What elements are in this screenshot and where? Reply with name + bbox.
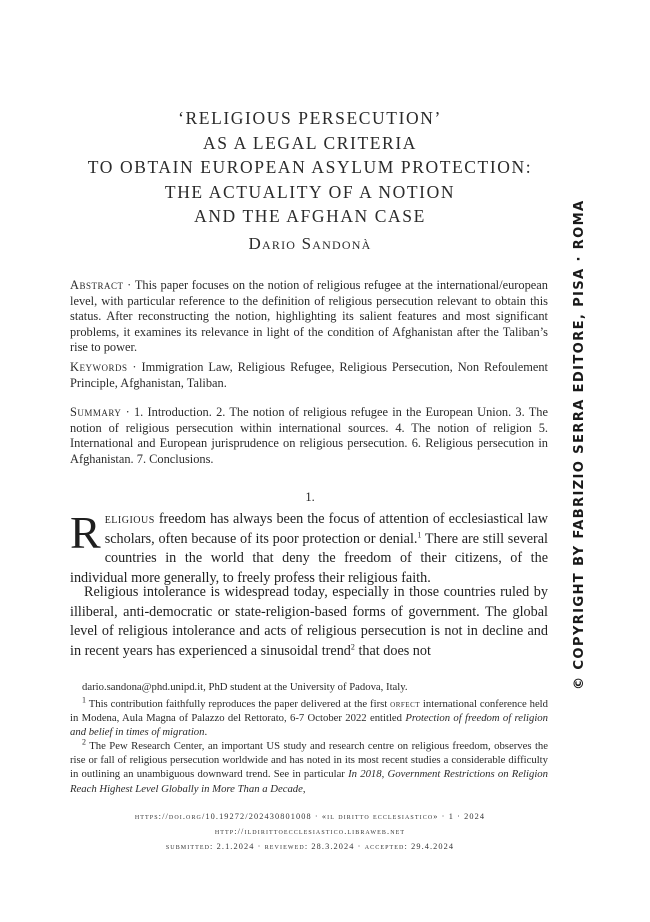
footnote-1-end: . [204, 726, 208, 739]
title-line: ‘RELIGIOUS PERSECUTION’ [178, 108, 442, 128]
footnote-1-italic: Protection of freedom of religion and belief in times of migration [70, 712, 548, 739]
orfect-acronym: orfect [390, 698, 421, 710]
first-word-rest: eligious [104, 511, 155, 527]
footnote-2-text: The Pew Research Center, an important US study and research centre on religious freedom, observes the rise or fall of religious persecution worldwide and has noted in its most recent studies a considerable difficulty in outlining an unambiguous downward trend. See in particular [70, 740, 548, 781]
footnote-2-end: , [302, 782, 306, 795]
footnote-1-mark: 1 [82, 695, 86, 705]
author-affiliation-note: dario.sandona@phd.unipd.it, PhD student at the University of Padova, Italy. [82, 681, 408, 693]
body-paragraph-1 [70, 507, 548, 588]
summary-label: Summary [70, 405, 122, 419]
keywords-text: Immigration Law, Religious Refugee, Religious Persecution, Non Refoulement Principle, Afghanistan, Taliban. [70, 360, 548, 390]
footnote-1-text-b: international conference held in Modena, Aula Magna of Palazzo del Rettorato, 6-7 October 2022 entitled [70, 698, 549, 725]
keywords-label: Keywords [70, 360, 128, 374]
drop-cap: R [70, 507, 101, 558]
para2-text-b: that does not [354, 642, 431, 659]
footnote-1-text: This contribution faithfully reproduces the paper delivered at the first [86, 698, 391, 710]
footnote-ref-1[interactable]: 1 [417, 529, 422, 539]
keywords: Keywords · Immigration Law, Religious Refugee, Religious Persecution, Non Refoulement Principle, Afghanistan, Taliban. [70, 360, 548, 390]
footer-dates: submitted: 2.1.2024 · reviewed: 28.3.2024 · accepted: 29.4.2024 [165, 842, 455, 851]
author-name: Dario Sandonà [248, 234, 372, 253]
footer-url[interactable]: http://ildirittoecclesiastico.libraweb.net [214, 827, 406, 836]
abstract: Abstract · This paper focuses on the notion of religious refugee at the international/european level, with particular reference to the definition of religious persecution relevant to obtain this status. After reconstructing the notion, highlighting its salient features and most significant problems, it examines its relevance in light of the condition of Afghanistan after the Taliban’s rise to power. [70, 278, 548, 355]
footnote-2-italic: In 2018, Government Restrictions on Religion Reach Highest Level Globally in More Than a Decade [70, 768, 548, 795]
para1-text-a: freedom has always been the focus of attention of ecclesiastical law scholars, often because of its poor protection or denial. [104, 511, 548, 547]
title-line: AS A LEGAL CRITERIA [203, 132, 417, 153]
paper-title [40, 106, 580, 229]
footnote-2-mark: 2 [82, 737, 86, 747]
footnote-2 [70, 739, 548, 796]
footer-doi[interactable]: https://doi.org/10.19272/202430801008 · «il diritto ecclesiastico» · 1 · 2024 [134, 812, 486, 821]
side-copyright-notice: © COPYRIGHT BY FABRIZIO SERRA EDITORE, PISA · ROMA [572, 199, 587, 690]
body-paragraph-2 [70, 583, 548, 661]
title-line: AND THE AFGHAN CASE [194, 206, 426, 226]
title-line: TO OBTAIN EUROPEAN ASYLUM PROTECTION: [87, 157, 533, 177]
section-number: 1. [305, 490, 315, 504]
title-line: THE ACTUALITY OF A NOTION [164, 181, 456, 202]
abstract-label: Abstract [70, 278, 124, 292]
footnote-1 [70, 697, 548, 740]
para2-text-a: Religious intolerance is widespread today, especially in those countries ruled by illiberal, anti-democratic or state-religion-based forms of government. The global level of religious intolerance and acts of religious persecution is not in decline and in recent years has experienced a sinusoidal trend [70, 584, 548, 659]
summary: Summary · 1. Introduction. 2. The notion of religious refugee in the European Union. 3. The notion of religious persecution within international sources. 4. The notion of religion 5. International and European jurisprudence on religious persecution. 6. Religious persecution in Afghanistan. 7. Conclusions. [70, 405, 548, 466]
para1-text-b: There are still several countries in the world that deny the freedom of their citizens, of the individual more generally, to freely profess their religious faith. [70, 530, 548, 586]
summary-text: 1. Introduction. 2. The notion of religious refugee in the European Union. 3. The notion of religious persecution within international sources. 4. The notion of religion 5. International and European jurisprudence on religious persecution. 6. Religious persecution in Afghanistan. 7. Conclusions. [70, 405, 548, 466]
abstract-text: This paper focuses on the notion of religious refugee at the international/european level, with particular reference to the definition of religious persecution relevant to obtain this status. After reconstructing the notion, highlighting its salient features and most significant problems, it examines its relevance in light of the condition of Afghanistan after the Taliban’s rise to power. [70, 278, 548, 355]
footnote-ref-2[interactable]: 2 [350, 641, 355, 651]
